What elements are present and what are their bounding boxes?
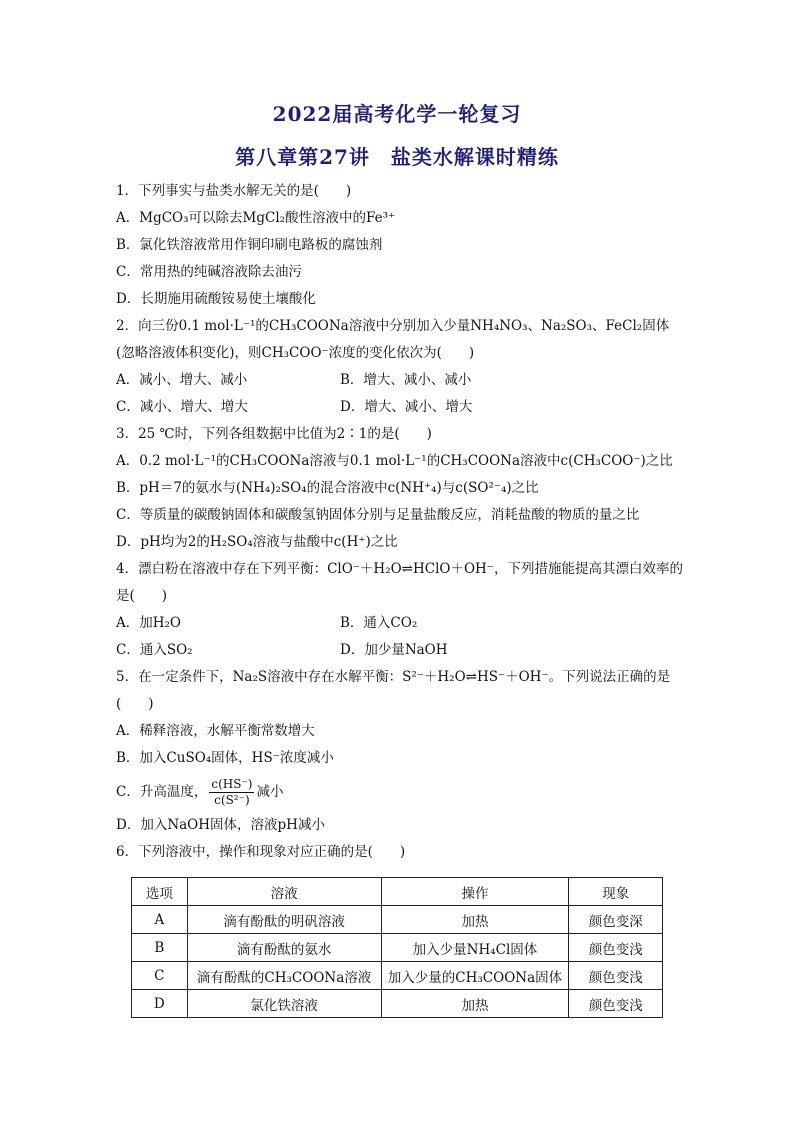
table-cell: 加入少量NH₄Cl固体 [381,934,569,962]
table-cell: B [132,934,188,962]
table-cell: 颜色变浅 [569,990,663,1018]
question-1-option-d: D．长期施用硫酸铵易使土壤酸化 [116,291,316,307]
question-5-option-c-suffix: 减小 [256,784,284,800]
table-cell: C [132,962,188,990]
question-1-option-b: B．氯化铁溶液常用作铜印刷电路板的腐蚀剂 [116,237,383,253]
question-3-option-d: D．pH均为2的H₂SO₄溶液与盐酸中c(H⁺)之比 [116,534,398,550]
question-3-option-a: A．0.2 mol·L⁻¹的CH₃COONa溶液与0.1 mol·L⁻¹的CH₃COONa溶液中c(CH₃COO⁻)之比 [116,453,673,469]
table-header-cell: 选项 [132,878,188,906]
question-5-option-c [116,772,686,812]
question-4-stem: 4．漂白粉在溶液中存在下列平衡：ClO⁻＋H₂O⇌HClO＋OH⁻，下列措施能提高其漂白效率的是( ) [116,561,683,604]
question-5-stem: 5．在一定条件下，Na₂S溶液中存在水解平衡：S²⁻＋H₂O⇌HS⁻＋OH⁻。下列说法正确的是( ) [116,669,671,712]
question-1-option-c: C．常用热的纯碱溶液除去油污 [116,264,302,280]
table-row [132,962,663,990]
options-table [131,877,663,1018]
question-4-option-a: A．加H₂O [116,615,182,631]
question-5-option-d: D．加入NaOH固体，溶液pH减小 [116,817,325,833]
question-list [116,178,686,866]
question-3-option-b: B．pH＝7的氨水与(NH₄)₂SO₄的混合溶液中c(NH⁺₄)与c(SO²⁻₄)之比 [116,480,539,496]
table-header-cell: 操作 [381,878,569,906]
table-cell: 滴有酚酞的CH₃COONa溶液 [187,962,381,990]
question-2-option-d: D．增大、减小、增大 [340,399,473,415]
question-4-options-row-1 [116,610,686,637]
question-4-option-b: B．通入CO₂ [340,615,418,631]
question-2-stem: 2．向三份0.1 mol·L⁻¹的CH₃COONa溶液中分别加入少量NH₄NO₃、Na₂SO₃、FeCl₂固体(忽略溶液体积变化)，则CH₃COO⁻浓度的变化依次为( ) [116,318,670,361]
question-2-option-b: B．增大、减小、减小 [340,372,472,388]
table-row [132,990,663,1018]
question-1-stem: 1．下列事实与盐类水解无关的是( ) [116,183,352,199]
fraction-numerator: c(HS⁻) [211,777,253,791]
question-4-option-c: C．通入SO₂ [116,642,193,658]
document-subtitle: 第八章第27讲 盐类水解课时精练 [235,145,559,169]
table-row [132,934,663,962]
table-cell: 滴有酚酞的明矾溶液 [187,906,381,934]
question-2-options-row-1 [116,367,686,394]
document-title: 2022届高考化学一轮复习 [272,102,522,126]
table-cell: 颜色变深 [569,906,663,934]
question-5-option-c-prefix: C．升高温度， [116,784,208,800]
table-row [132,906,663,934]
question-5-option-a: A．稀释溶液，水解平衡常数增大 [116,723,315,739]
table-cell: 氯化铁溶液 [187,990,381,1018]
table-header-row [132,878,663,906]
table-cell: 颜色变浅 [569,934,663,962]
question-2-option-a: A．减小、增大、减小 [116,372,248,388]
table-header-cell: 现象 [569,878,663,906]
table-cell: 加入少量的CH₃COONa固体 [381,962,569,990]
table-cell: 加热 [381,906,569,934]
question-5-option-b: B．加入CuSO₄固体，HS⁻浓度减小 [116,750,334,766]
question-6-stem: 6．下列溶液中，操作和现象对应正确的是( ) [116,844,406,860]
question-4-option-d: D．加少量NaOH [340,642,448,658]
fraction-denominator: c(S²⁻) [214,793,250,807]
question-1-option-a: A．MgCO₃可以除去MgCl₂酸性溶液中的Fe³⁺ [116,210,396,226]
table-cell: 颜色变浅 [569,962,663,990]
table-cell: A [132,906,188,934]
question-4-options-row-2 [116,637,686,664]
concentration-ratio-fraction [209,777,254,808]
table-cell: 滴有酚酞的氨水 [187,934,381,962]
question-3-stem: 3．25 ℃时，下列各组数据中比值为2∶1的是( ) [116,426,432,442]
table-cell: D [132,990,188,1018]
table-cell: 加热 [381,990,569,1018]
table-header-cell: 溶液 [187,878,381,906]
question-3-option-c: C．等质量的碳酸钠固体和碳酸氢钠固体分别与足量盐酸反应，消耗盐酸的物质的量之比 [116,507,640,523]
question-2-options-row-2 [116,394,686,421]
question-2-option-c: C．减小、增大、增大 [116,399,248,415]
